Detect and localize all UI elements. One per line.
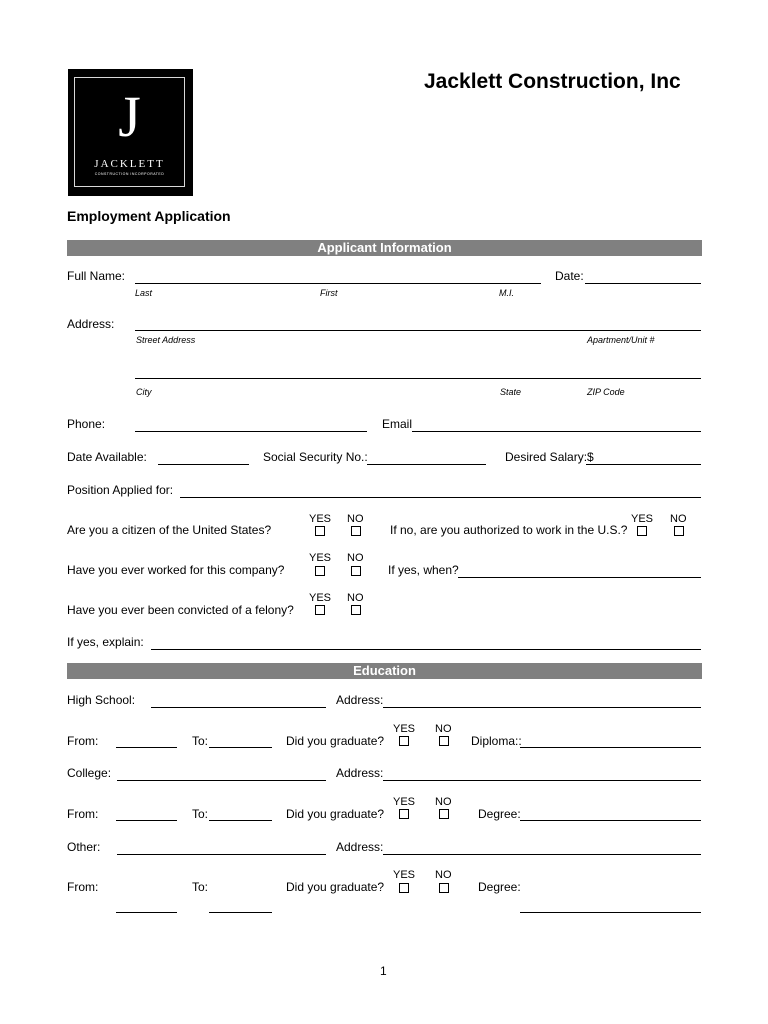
college-address-field[interactable] — [383, 780, 701, 781]
high-school-address-label: Address: — [336, 693, 384, 707]
middle-initial-caption: M.I. — [499, 288, 514, 298]
yes-label: YES — [309, 552, 332, 564]
phone-field[interactable] — [135, 431, 367, 432]
college-degree-field[interactable] — [520, 820, 701, 821]
other-degree-field[interactable] — [520, 912, 701, 913]
yes-label: YES — [631, 513, 654, 525]
address-label: Address: — [67, 317, 115, 331]
college-field[interactable] — [117, 780, 326, 781]
no-label: NO — [347, 592, 364, 604]
high-school-from-label: From: — [67, 734, 99, 748]
date-field[interactable] — [585, 283, 701, 284]
company-logo — [68, 69, 193, 196]
other-from-field[interactable] — [116, 912, 177, 913]
city-caption: City — [136, 387, 152, 397]
high-school-label: High School: — [67, 693, 136, 707]
citizen-no-checkbox[interactable] — [351, 526, 361, 536]
felony-question: Have you ever been convicted of a felony? — [67, 603, 294, 617]
logo-name: JACKLETT — [94, 158, 165, 170]
authorized-yes-checkbox[interactable] — [637, 526, 647, 536]
document-title: Employment Application — [67, 208, 231, 224]
if-yes-when-label: If yes, when? — [388, 563, 459, 577]
college-from-label: From: — [67, 807, 99, 821]
college-to-label: To: — [192, 807, 209, 821]
street-address-field[interactable] — [135, 330, 701, 331]
yes-label: YES — [309, 592, 332, 604]
no-label: NO — [347, 552, 364, 564]
other-label: Other: — [67, 840, 101, 854]
if-yes-explain-label: If yes, explain: — [67, 635, 144, 649]
no-label: NO — [347, 513, 364, 525]
diploma-field[interactable] — [520, 747, 701, 748]
high-school-graduate-yes-checkbox[interactable] — [399, 736, 409, 746]
other-graduate-label: Did you graduate? — [286, 880, 385, 894]
full-name-field[interactable] — [135, 283, 541, 284]
high-school-field[interactable] — [151, 707, 326, 708]
position-field[interactable] — [180, 497, 701, 498]
logo-tagline: CONSTRUCTION INCORPORATED — [94, 172, 165, 176]
authorized-no-checkbox[interactable] — [674, 526, 684, 536]
yes-label: YES — [393, 723, 416, 735]
logo-letter: J — [118, 84, 141, 149]
other-graduate-no-checkbox[interactable] — [439, 883, 449, 893]
other-address-label: Address: — [336, 840, 384, 854]
diploma-label: Diploma:: — [471, 734, 522, 748]
citizen-yes-checkbox[interactable] — [315, 526, 325, 536]
section-header-education: Education — [67, 663, 702, 679]
phone-label: Phone: — [67, 417, 106, 431]
full-name-label: Full Name: — [67, 269, 126, 283]
page-number: 1 — [380, 964, 387, 978]
desired-salary-label: Desired Salary: — [505, 450, 588, 464]
citizen-question: Are you a citizen of the United States? — [67, 523, 272, 537]
high-school-address-field[interactable] — [383, 707, 701, 708]
no-label: NO — [435, 796, 452, 808]
college-graduate-label: Did you graduate? — [286, 807, 385, 821]
apartment-caption: Apartment/Unit # — [587, 335, 655, 345]
date-label: Date: — [555, 269, 584, 283]
yes-label: YES — [309, 513, 332, 525]
worked-question: Have you ever worked for this company? — [67, 563, 285, 577]
email-field[interactable] — [412, 431, 701, 432]
if-yes-when-field[interactable] — [458, 577, 701, 578]
worked-no-checkbox[interactable] — [351, 566, 361, 576]
college-graduate-no-checkbox[interactable] — [439, 809, 449, 819]
yes-label: YES — [393, 796, 416, 808]
other-address-field[interactable] — [383, 854, 701, 855]
section-header-applicant: Applicant Information — [67, 240, 702, 256]
other-from-label: From: — [67, 880, 99, 894]
yes-label: YES — [393, 869, 416, 881]
date-available-label: Date Available: — [67, 450, 147, 464]
first-name-caption: First — [320, 288, 338, 298]
other-graduate-yes-checkbox[interactable] — [399, 883, 409, 893]
ssn-field[interactable] — [367, 464, 486, 465]
high-school-from-field[interactable] — [116, 747, 177, 748]
high-school-graduate-label: Did you graduate? — [286, 734, 385, 748]
other-degree-label: Degree: — [478, 880, 521, 894]
high-school-to-label: To: — [192, 734, 209, 748]
explain-field[interactable] — [151, 649, 701, 650]
ssn-label: Social Security No.: — [263, 450, 368, 464]
other-to-field[interactable] — [209, 912, 272, 913]
street-address-caption: Street Address — [136, 335, 196, 345]
date-available-field[interactable] — [158, 464, 249, 465]
college-degree-label: Degree: — [478, 807, 521, 821]
authorized-question: If no, are you authorized to work in the U.S.? — [390, 523, 628, 537]
college-from-field[interactable] — [116, 820, 177, 821]
worked-yes-checkbox[interactable] — [315, 566, 325, 576]
no-label: NO — [435, 869, 452, 881]
other-to-label: To: — [192, 880, 209, 894]
company-name: Jacklett Construction, Inc — [424, 70, 681, 93]
felony-yes-checkbox[interactable] — [315, 605, 325, 615]
desired-salary-field[interactable] — [586, 464, 701, 465]
other-field[interactable] — [117, 854, 326, 855]
zip-caption: ZIP Code — [587, 387, 625, 397]
no-label: NO — [435, 723, 452, 735]
felony-no-checkbox[interactable] — [351, 605, 361, 615]
last-name-caption: Last — [135, 288, 153, 298]
state-caption: State — [500, 387, 522, 397]
college-to-field[interactable] — [209, 820, 272, 821]
no-label: NO — [670, 513, 687, 525]
college-address-label: Address: — [336, 766, 384, 780]
college-label: College: — [67, 766, 112, 780]
high-school-graduate-no-checkbox[interactable] — [439, 736, 449, 746]
college-graduate-yes-checkbox[interactable] — [399, 809, 409, 819]
email-label: Email — [382, 417, 413, 431]
position-label: Position Applied for: — [67, 483, 174, 497]
dollar-sign: $ — [587, 450, 594, 464]
high-school-to-field[interactable] — [209, 747, 272, 748]
logo-frame — [74, 77, 185, 187]
city-state-zip-field[interactable] — [135, 378, 701, 379]
